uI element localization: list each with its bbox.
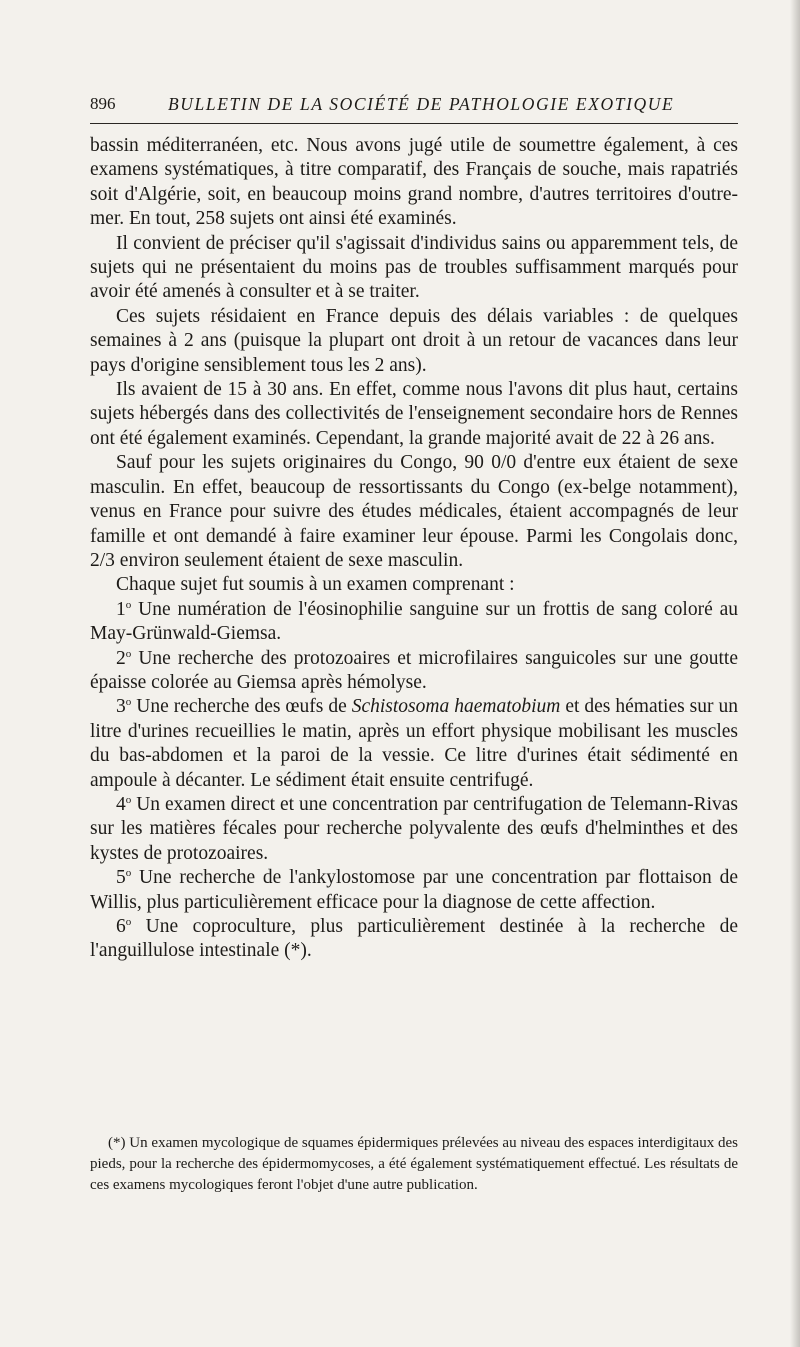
paragraph: Il convient de préciser qu'il s'agissait d'individus sains ou apparemment tels, de sujets qui ne présentaient du moins pas de troubles suffisamment marqués pour avoir été amenés à consulter et à se traiter. [90,232,738,303]
paragraph: Ces sujets résidaient en France depuis des délais variables : de quelques semaines à 2 ans (puisque la plupart ont droit à un retour de vacances dans leur pays d'origine sensiblement tous les 2 ans). [90,305,738,376]
paragraph: Chaque sujet fut soumis à un examen comprenant : [116,574,515,596]
list-item: 6$^o$ Une coproculture, plus particulièrement destinée à la recherche de l'anguillulose intestinale (*). [90,916,738,962]
scan-edge-shadow [790,0,800,1347]
page-number: 896 [90,94,116,113]
paragraph: bassin méditerranéen, etc. Nous avons jugé utile de soumettre également, à ces examens systématiques, à titre comparatif, des Français de souche, mais rapatriés soit d'Algérie, soit, en beaucoup moins grand nombre, d'autres territoires d'outre-mer. En tout, 258 sujets ont ainsi été examinés. [90,135,738,230]
header-rule [90,123,738,124]
list-item: 4$^o$ Un examen direct et une concentration par centrifugation de Telemann-Rivas sur les matières fécales pour recherche polyvalente des œufs d'helminthes et des kystes de protozoaires. [90,793,738,864]
footnote-text: (*) Un examen mycologique de squames épidermiques prélevées au niveau des espaces interdigitaux des pieds, pour la recherche des épidermomycoses, a été également systématiquement effectué. Les résultats de ces examens mycologiques feront l'objet d'une autre publication. [90,1135,738,1193]
list-item: 3$^o$ Une recherche des œufs de Schistosoma haematobium et des hématies sur un litre d'urines recueillies le matin, après un effort physique mobilisant les muscles du bas-abdomen et la paroi de la vessie. Ce litre d'urines était sédimenté en ampoule à décanter. Le sédiment était ensuite centrifugé. [90,696,738,791]
list-item: 5$^o$ Une recherche de l'ankylostomose par une concentration par flottaison de Willis, plus particulièrement efficace pour la diagnose de cette affection. [90,867,738,913]
list-item: 1$^o$ Une numération de l'éosinophilie sanguine sur un frottis de sang coloré au May-Grünwald-Giemsa. [90,598,738,645]
species-name: Schistosoma haematobium [351,696,561,718]
running-header [90,90,735,118]
body-text [90,134,738,964]
journal-title: BULLETIN DE LA SOCIÉTÉ DE PATHOLOGIE EXOTIQUE [168,94,675,114]
paragraph: Sauf pour les sujets originaires du Congo, 90 0/0 d'entre eux étaient de sexe masculin. En effet, beaucoup de ressortissants du Congo (ex-belge notamment), venus en France pour suivre des études médicales, étaient accompagnés de leur famille et ont demandé à faire examiner leur épouse. Parmi les Congolais donc, 2/3 environ seulement étaient de sexe masculin. [90,452,738,571]
paragraph: Ils avaient de 15 à 30 ans. En effet, comme nous l'avons dit plus haut, certains sujets hébergés dans des collectivités de l'enseignement secondaire hors de Rennes ont été également examinés. Cependant, la grande majorité avait de 22 à 26 ans. [90,379,738,449]
list-item: 2$^o$ Une recherche des protozoaires et microfilaires sanguicoles sur une goutte épaisse colorée au Giemsa après hémolyse. [90,647,738,693]
footnote [90,1133,738,1196]
